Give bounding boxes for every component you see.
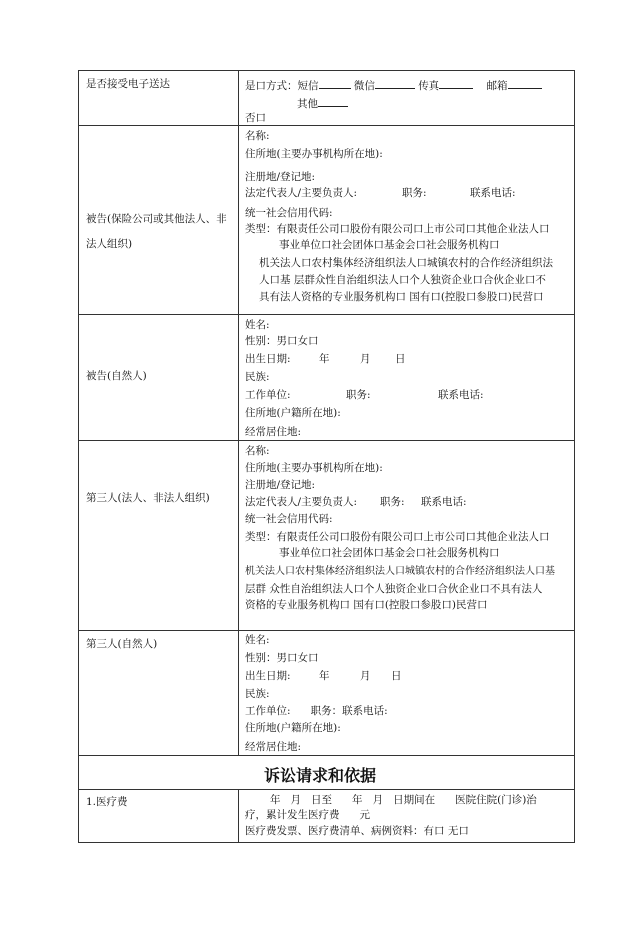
third-org-name: 名称: [245, 445, 270, 457]
third-org-type-3: 机关法人口农村集体经济组织法人口城镇农村的合作经济组织法人口基 [245, 566, 555, 577]
third-person-name: 姓名: [245, 634, 270, 646]
esend-other-line [297, 95, 348, 111]
third-org-phone: 联系电话: [421, 496, 467, 508]
def-org-type-2: 事业单位口社会团体口基金会口社会服务机构口 [279, 239, 500, 251]
def-person-day: 日 [395, 353, 406, 365]
medical-line-1: 年 月 日至 年 月 日期间在 医院住院(门诊)治 [270, 794, 537, 806]
row-divider [78, 314, 575, 315]
def-org-type-1: 类型：有限责任公司口股份有限公司口上市公司口其他企业法人口 [245, 223, 550, 235]
third-org-reg: 注册地/登记地: [245, 479, 316, 491]
medical-label: 1.医疗费 [86, 796, 128, 808]
def-person-position: 职务: [346, 389, 371, 401]
third-org-type-4: 层群 众性自治组织法人口个人独资企业口合伙企业口不具有法人 [245, 583, 543, 595]
def-person-month: 月 [360, 353, 371, 365]
third-org-type-5: 资格的专业服务机构口 国有口(控股口参股口)民营口 [245, 599, 488, 611]
third-org-credit: 统一社会信用代码: [245, 513, 333, 525]
def-person-habitual: 经常居住地: [245, 426, 302, 438]
fax-blank[interactable] [439, 77, 473, 89]
wechat-blank[interactable] [375, 77, 415, 89]
third-org-address: 住所地(主要办事机构所在地): [245, 462, 383, 474]
third-person-habitual: 经常居住地: [245, 741, 302, 753]
other-blank[interactable] [318, 95, 348, 107]
third-person-day: 日 [391, 670, 402, 682]
def-org-legal-rep: 法定代表人/主要负责人: [245, 187, 358, 199]
def-org-credit: 统一社会信用代码: [245, 207, 333, 219]
third-org-type-2: 事业单位口社会团体口基金会口社会服务机构口 [279, 547, 500, 559]
def-person-phone: 联系电话: [438, 389, 484, 401]
def-org-address: 住所地(主要办事机构所在地): [245, 148, 383, 160]
def-org-reg: 注册地/登记地: [245, 171, 316, 183]
third-person-label: 第三人(自然人) [86, 638, 158, 650]
def-org-name: 名称: [245, 130, 270, 142]
esend-other: 其他 [297, 98, 318, 110]
third-person-residence: 住所地(户籍所在地): [245, 722, 341, 734]
def-person-label: 被告(自然人) [86, 370, 147, 382]
sms-blank[interactable] [319, 77, 351, 89]
def-person-gender[interactable]: 性别：男口女口 [245, 335, 319, 347]
esend-no[interactable]: 否口 [245, 112, 266, 124]
def-org-label-2: 法人组织) [86, 238, 133, 250]
row-divider [78, 440, 575, 441]
third-person-ethnicity: 民族: [245, 688, 270, 700]
esend-yes-sms[interactable]: 是口方式：短信 [245, 80, 319, 92]
def-org-position: 职务: [402, 187, 427, 199]
def-org-label-1: 被告(保险公司或其他法人、非 [86, 213, 227, 225]
row-divider [78, 755, 575, 756]
esend-email: 邮箱 [486, 80, 508, 92]
medical-line-3[interactable]: 医疗费发票、医疗费清单、病例资料：有口 无口 [245, 825, 469, 837]
email-blank[interactable] [508, 77, 542, 89]
def-org-type-5: 具有法人资格的专业服务机构口 国有口(控股口参股口)民营口 [259, 291, 544, 303]
third-person-birth: 出生日期: [245, 670, 291, 682]
third-org-legal-rep: 法定代表人/主要负责人: [245, 496, 358, 508]
third-org-position: 职务: [380, 496, 405, 508]
column-divider-upper [238, 70, 239, 755]
third-person-year: 年 [319, 670, 330, 682]
third-org-type-1: 类型：有限责任公司口股份有限公司口上市公司口其他企业法人口 [245, 531, 550, 543]
section-title: 诉讼请求和依据 [263, 766, 376, 785]
row-divider [78, 789, 575, 790]
def-person-birth: 出生日期: [245, 353, 291, 365]
medical-line-2: 疗，累计发生医疗费 元 [245, 809, 371, 821]
def-person-ethnicity: 民族: [245, 371, 270, 383]
def-person-name: 姓名: [245, 319, 270, 331]
column-divider-lower [238, 789, 239, 843]
third-org-label: 第三人(法人、非法人组织) [86, 492, 210, 504]
def-person-residence: 住所地(户籍所在地): [245, 407, 341, 419]
esend-method-line [245, 77, 542, 93]
def-org-type-4: 人口基 层群众性自治组织法人口个人独资企业口合伙企业口不 [259, 274, 546, 286]
def-org-phone: 联系电话: [470, 187, 516, 199]
esend-fax: 传真 [418, 80, 440, 92]
row-divider [78, 125, 575, 126]
third-person-work-line: 工作单位: 职务：联系电话: [245, 705, 388, 717]
row-divider [78, 630, 575, 631]
esend-wechat: 微信 [353, 80, 375, 92]
def-org-type-3: 机关法人口农村集体经济组织法人口城镇农村的合作经济组织法 [259, 257, 553, 269]
def-person-workplace: 工作单位: [245, 389, 291, 401]
third-person-gender[interactable]: 性别：男口女口 [245, 652, 319, 664]
esend-label: 是否接受电子送达 [86, 78, 170, 90]
def-person-year: 年 [319, 353, 330, 365]
third-person-month: 月 [360, 670, 371, 682]
